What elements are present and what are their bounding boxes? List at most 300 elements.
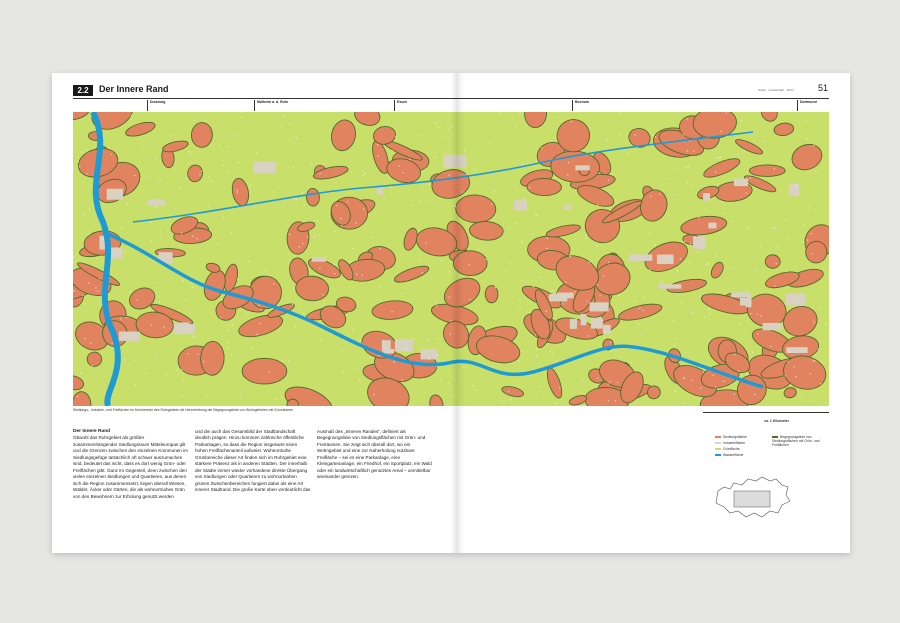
road-speckle bbox=[391, 150, 392, 151]
road-speckle bbox=[405, 349, 406, 350]
road-speckle bbox=[334, 264, 335, 265]
road-speckle bbox=[289, 139, 290, 140]
ruhr-land-use-map bbox=[73, 112, 829, 406]
road-speckle bbox=[174, 207, 175, 208]
road-speckle bbox=[521, 279, 522, 280]
industry-area bbox=[628, 254, 652, 261]
road-speckle bbox=[256, 334, 257, 335]
road-speckle bbox=[627, 152, 628, 153]
road-speckle bbox=[570, 256, 571, 257]
road-speckle bbox=[429, 359, 430, 360]
road-speckle bbox=[738, 371, 739, 372]
map-extent-box bbox=[734, 491, 770, 507]
road-speckle bbox=[684, 352, 685, 353]
road-speckle bbox=[520, 307, 521, 308]
road-speckle bbox=[137, 300, 138, 301]
road-speckle bbox=[192, 336, 193, 337]
industry-area bbox=[789, 184, 799, 196]
settlement-area bbox=[485, 285, 498, 303]
road-speckle bbox=[596, 384, 597, 385]
road-speckle bbox=[261, 309, 262, 310]
road-speckle bbox=[750, 313, 751, 314]
page-number: 51 bbox=[818, 83, 829, 93]
road-speckle bbox=[82, 295, 83, 296]
road-speckle bbox=[814, 360, 815, 361]
road-speckle bbox=[220, 317, 221, 318]
section-heading: Der Innere Rand bbox=[73, 429, 111, 434]
road-speckle bbox=[495, 287, 496, 288]
road-speckle bbox=[609, 381, 610, 382]
road-speckle bbox=[363, 208, 364, 209]
road-speckle bbox=[103, 239, 104, 240]
road-speckle bbox=[154, 282, 155, 283]
road-speckle bbox=[280, 125, 281, 126]
road-speckle bbox=[608, 262, 609, 263]
road-speckle bbox=[363, 174, 364, 175]
road-speckle bbox=[169, 135, 170, 136]
industry-area bbox=[382, 340, 391, 351]
road-speckle bbox=[251, 348, 252, 349]
road-speckle bbox=[324, 303, 325, 304]
legend-item-green: Grünfläche bbox=[715, 447, 740, 451]
road-speckle bbox=[490, 142, 491, 143]
road-speckle bbox=[89, 209, 90, 210]
industry-area bbox=[514, 200, 527, 210]
road-speckle bbox=[685, 320, 686, 321]
road-speckle bbox=[811, 233, 812, 234]
road-speckle bbox=[289, 123, 290, 124]
road-speckle bbox=[438, 127, 439, 128]
running-head: Stadt · Landschaft · Ruhr bbox=[758, 88, 795, 92]
road-speckle bbox=[582, 380, 583, 381]
road-speckle bbox=[692, 312, 693, 313]
road-speckle bbox=[121, 227, 122, 228]
road-speckle bbox=[466, 174, 467, 175]
road-speckle bbox=[232, 378, 233, 379]
road-speckle bbox=[196, 238, 197, 239]
road-speckle bbox=[655, 136, 656, 137]
road-speckle bbox=[464, 150, 465, 151]
road-speckle bbox=[294, 198, 295, 199]
header-rule bbox=[73, 98, 829, 99]
road-speckle bbox=[90, 343, 91, 344]
road-speckle bbox=[246, 314, 247, 315]
road-speckle bbox=[87, 150, 88, 151]
road-speckle bbox=[674, 194, 675, 195]
road-speckle bbox=[248, 261, 249, 262]
industry-area bbox=[421, 349, 438, 359]
road-speckle bbox=[134, 175, 135, 176]
road-speckle bbox=[364, 173, 365, 174]
road-speckle bbox=[186, 178, 187, 179]
road-speckle bbox=[452, 395, 453, 396]
road-speckle bbox=[188, 353, 189, 354]
legend-item-water: Wasserfläche bbox=[715, 453, 743, 457]
road-speckle bbox=[192, 287, 193, 288]
road-speckle bbox=[97, 290, 98, 291]
road-speckle bbox=[413, 338, 414, 339]
road-speckle bbox=[378, 355, 379, 356]
road-speckle bbox=[617, 382, 618, 383]
road-speckle bbox=[88, 234, 89, 235]
road-speckle bbox=[234, 134, 235, 135]
road-speckle bbox=[145, 373, 146, 374]
road-speckle bbox=[741, 120, 742, 121]
road-speckle bbox=[319, 268, 320, 269]
road-speckle bbox=[96, 257, 97, 258]
road-speckle bbox=[813, 321, 814, 322]
legend-item-edge-line: Begegnungslinie von Siedlungsflächen mit Grün- und Freiflächen bbox=[772, 435, 820, 447]
road-speckle bbox=[293, 167, 294, 168]
road-speckle bbox=[146, 388, 147, 389]
road-speckle bbox=[211, 181, 212, 182]
legend-item-industry: Industriefläche bbox=[715, 441, 745, 445]
road-speckle bbox=[436, 306, 437, 307]
road-speckle bbox=[197, 253, 198, 254]
road-speckle bbox=[693, 151, 694, 152]
road-speckle bbox=[649, 269, 650, 270]
road-speckle bbox=[708, 263, 709, 264]
road-speckle bbox=[549, 297, 550, 298]
road-speckle bbox=[519, 300, 520, 301]
road-speckle bbox=[746, 193, 747, 194]
road-speckle bbox=[435, 302, 436, 303]
road-speckle bbox=[568, 339, 569, 340]
road-speckle bbox=[348, 166, 349, 167]
legend-swatch bbox=[772, 436, 778, 437]
road-speckle bbox=[515, 126, 516, 127]
road-speckle bbox=[754, 394, 755, 395]
road-speckle bbox=[181, 369, 182, 370]
road-speckle bbox=[455, 206, 456, 207]
road-speckle bbox=[293, 288, 294, 289]
road-speckle bbox=[289, 234, 290, 235]
industry-area bbox=[110, 247, 122, 258]
road-speckle bbox=[155, 206, 156, 207]
road-speckle bbox=[151, 325, 152, 326]
legend-item-settlement: Siedlungsfläche bbox=[715, 435, 747, 439]
road-speckle bbox=[201, 171, 202, 172]
road-speckle bbox=[223, 217, 224, 218]
road-speckle bbox=[649, 233, 650, 234]
road-speckle bbox=[156, 158, 157, 159]
road-speckle bbox=[151, 222, 152, 223]
road-speckle bbox=[534, 360, 535, 361]
road-speckle bbox=[586, 300, 587, 301]
road-speckle bbox=[449, 297, 450, 298]
road-speckle bbox=[529, 187, 530, 188]
road-speckle bbox=[391, 311, 392, 312]
road-speckle bbox=[745, 259, 746, 260]
road-speckle bbox=[390, 187, 391, 188]
road-speckle bbox=[194, 337, 195, 338]
road-speckle bbox=[687, 118, 688, 119]
road-speckle bbox=[395, 136, 396, 137]
road-speckle bbox=[356, 274, 357, 275]
road-speckle bbox=[437, 339, 438, 340]
road-speckle bbox=[227, 330, 228, 331]
road-speckle bbox=[546, 311, 547, 312]
text-column-3 bbox=[317, 429, 433, 481]
road-speckle bbox=[597, 378, 598, 379]
road-speckle bbox=[334, 273, 335, 274]
book-spread bbox=[52, 73, 850, 553]
road-speckle bbox=[319, 234, 320, 235]
road-speckle bbox=[718, 183, 719, 184]
road-speckle bbox=[299, 246, 300, 247]
road-speckle bbox=[726, 113, 727, 114]
road-speckle bbox=[568, 162, 569, 163]
road-speckle bbox=[608, 383, 609, 384]
road-speckle bbox=[378, 287, 379, 288]
road-speckle bbox=[546, 248, 547, 249]
industry-area bbox=[763, 323, 782, 330]
road-speckle bbox=[760, 316, 761, 317]
road-speckle bbox=[256, 152, 257, 153]
road-speckle bbox=[472, 385, 473, 386]
road-speckle bbox=[188, 328, 189, 329]
road-speckle bbox=[317, 220, 318, 221]
road-speckle bbox=[799, 394, 800, 395]
road-speckle bbox=[182, 395, 183, 396]
road-speckle bbox=[250, 187, 251, 188]
road-speckle bbox=[341, 225, 342, 226]
road-speckle bbox=[683, 378, 684, 379]
road-speckle bbox=[729, 268, 730, 269]
road-speckle bbox=[813, 145, 814, 146]
road-speckle bbox=[296, 138, 297, 139]
ruhr-overview-minimap bbox=[712, 469, 792, 521]
road-speckle bbox=[770, 346, 771, 347]
road-speckle bbox=[463, 367, 464, 368]
road-speckle bbox=[462, 192, 463, 193]
road-speckle bbox=[398, 165, 399, 166]
road-speckle bbox=[700, 388, 701, 389]
road-speckle bbox=[475, 390, 476, 391]
road-speckle bbox=[365, 311, 366, 312]
road-speckle bbox=[293, 135, 294, 136]
road-speckle bbox=[815, 210, 816, 211]
road-speckle bbox=[760, 246, 761, 247]
road-speckle bbox=[448, 174, 449, 175]
road-speckle bbox=[615, 400, 616, 401]
road-speckle bbox=[486, 259, 487, 260]
road-speckle bbox=[441, 260, 442, 261]
road-speckle bbox=[120, 318, 121, 319]
road-speckle bbox=[650, 196, 651, 197]
industry-area bbox=[786, 293, 805, 305]
road-speckle bbox=[596, 245, 597, 246]
road-speckle bbox=[684, 377, 685, 378]
road-speckle bbox=[683, 134, 684, 135]
road-speckle bbox=[715, 387, 716, 388]
road-speckle bbox=[772, 228, 773, 229]
settlement-area bbox=[527, 178, 562, 196]
chapter-number: 2.2 bbox=[73, 85, 93, 96]
road-speckle bbox=[302, 243, 303, 244]
road-speckle bbox=[757, 333, 758, 334]
road-speckle bbox=[79, 166, 80, 167]
road-speckle bbox=[167, 230, 168, 231]
road-speckle bbox=[684, 241, 685, 242]
road-speckle bbox=[238, 162, 239, 163]
road-speckle bbox=[570, 121, 571, 122]
legend-swatch bbox=[715, 454, 721, 457]
road-speckle bbox=[166, 374, 167, 375]
road-speckle bbox=[749, 228, 750, 229]
road-speckle bbox=[194, 120, 195, 121]
road-speckle bbox=[206, 395, 207, 396]
road-speckle bbox=[645, 353, 646, 354]
road-speckle bbox=[655, 244, 656, 245]
industry-area bbox=[731, 292, 750, 297]
road-speckle bbox=[680, 258, 681, 259]
road-speckle bbox=[259, 305, 260, 306]
road-speckle bbox=[296, 336, 297, 337]
road-speckle bbox=[706, 264, 707, 265]
road-speckle bbox=[700, 296, 701, 297]
road-speckle bbox=[394, 361, 395, 362]
road-speckle bbox=[673, 320, 674, 321]
road-speckle bbox=[609, 337, 610, 338]
road-speckle bbox=[418, 135, 419, 136]
road-speckle bbox=[146, 176, 147, 177]
road-speckle bbox=[618, 295, 619, 296]
road-speckle bbox=[610, 342, 611, 343]
road-speckle bbox=[806, 138, 807, 139]
road-speckle bbox=[688, 166, 689, 167]
road-speckle bbox=[84, 214, 85, 215]
road-speckle bbox=[377, 144, 378, 145]
road-speckle bbox=[508, 391, 509, 392]
road-speckle bbox=[112, 342, 113, 343]
road-speckle bbox=[634, 134, 635, 135]
road-speckle bbox=[788, 361, 789, 362]
road-speckle bbox=[413, 134, 414, 135]
road-speckle bbox=[237, 279, 238, 280]
road-speckle bbox=[764, 141, 765, 142]
road-speckle bbox=[730, 221, 731, 222]
road-speckle bbox=[564, 295, 565, 296]
road-speckle bbox=[794, 366, 795, 367]
road-speckle bbox=[179, 187, 180, 188]
road-speckle bbox=[359, 380, 360, 381]
road-speckle bbox=[776, 263, 777, 264]
road-speckle bbox=[803, 224, 804, 225]
road-speckle bbox=[691, 380, 692, 381]
road-speckle bbox=[428, 184, 429, 185]
road-speckle bbox=[281, 396, 282, 397]
road-speckle bbox=[541, 147, 542, 148]
road-speckle bbox=[95, 287, 96, 288]
road-speckle bbox=[428, 340, 429, 341]
road-speckle bbox=[550, 351, 551, 352]
road-speckle bbox=[552, 353, 553, 354]
road-speckle bbox=[155, 123, 156, 124]
road-speckle bbox=[522, 241, 523, 242]
road-speckle bbox=[516, 223, 517, 224]
settlement-area bbox=[749, 165, 785, 177]
road-speckle bbox=[703, 371, 704, 372]
road-speckle bbox=[737, 153, 738, 154]
road-speckle bbox=[709, 313, 710, 314]
road-speckle bbox=[653, 322, 654, 323]
road-speckle bbox=[562, 303, 563, 304]
road-speckle bbox=[510, 399, 511, 400]
road-speckle bbox=[589, 262, 590, 263]
road-speckle bbox=[720, 131, 721, 132]
road-speckle bbox=[674, 169, 675, 170]
road-speckle bbox=[321, 339, 322, 340]
road-speckle bbox=[418, 259, 419, 260]
road-speckle bbox=[189, 151, 190, 152]
road-speckle bbox=[340, 218, 341, 219]
road-speckle bbox=[111, 154, 112, 155]
road-speckle bbox=[674, 345, 675, 346]
road-speckle bbox=[639, 308, 640, 309]
city-label-duisburg: Duisburg bbox=[147, 100, 165, 111]
road-speckle bbox=[131, 115, 132, 116]
road-speckle bbox=[73, 257, 74, 258]
city-label-dortmund: Dortmund bbox=[797, 100, 817, 111]
road-speckle bbox=[307, 236, 308, 237]
legend-swatch bbox=[715, 442, 721, 445]
road-speckle bbox=[227, 172, 228, 173]
industry-area bbox=[708, 223, 716, 229]
road-speckle bbox=[310, 164, 311, 165]
road-speckle bbox=[509, 228, 510, 229]
road-speckle bbox=[698, 217, 699, 218]
city-label-bochum: Bochum bbox=[572, 100, 589, 111]
road-speckle bbox=[597, 204, 598, 205]
road-speckle bbox=[774, 285, 775, 286]
road-speckle bbox=[820, 362, 821, 363]
road-speckle bbox=[491, 203, 492, 204]
road-speckle bbox=[434, 157, 435, 158]
road-speckle bbox=[739, 323, 740, 324]
road-speckle bbox=[374, 394, 375, 395]
road-speckle bbox=[233, 324, 234, 325]
road-speckle bbox=[540, 276, 541, 277]
road-speckle bbox=[204, 121, 205, 122]
industry-area bbox=[253, 162, 276, 173]
road-speckle bbox=[494, 190, 495, 191]
road-speckle bbox=[164, 326, 165, 327]
road-speckle bbox=[559, 387, 560, 388]
road-speckle bbox=[402, 379, 403, 380]
road-speckle bbox=[292, 304, 293, 305]
road-speckle bbox=[149, 347, 150, 348]
road-speckle bbox=[371, 237, 372, 238]
road-speckle bbox=[644, 297, 645, 298]
road-speckle bbox=[143, 146, 144, 147]
road-speckle bbox=[697, 252, 698, 253]
road-speckle bbox=[803, 241, 804, 242]
road-speckle bbox=[411, 205, 412, 206]
road-speckle bbox=[619, 134, 620, 135]
road-speckle bbox=[690, 243, 691, 244]
road-speckle bbox=[716, 157, 717, 158]
road-speckle bbox=[661, 281, 662, 282]
road-speckle bbox=[124, 359, 125, 360]
industry-area bbox=[575, 165, 589, 170]
road-speckle bbox=[181, 232, 182, 233]
road-speckle bbox=[402, 292, 403, 293]
road-speckle bbox=[342, 372, 343, 373]
road-speckle bbox=[715, 171, 716, 172]
road-speckle bbox=[265, 270, 266, 271]
road-speckle bbox=[536, 349, 537, 350]
